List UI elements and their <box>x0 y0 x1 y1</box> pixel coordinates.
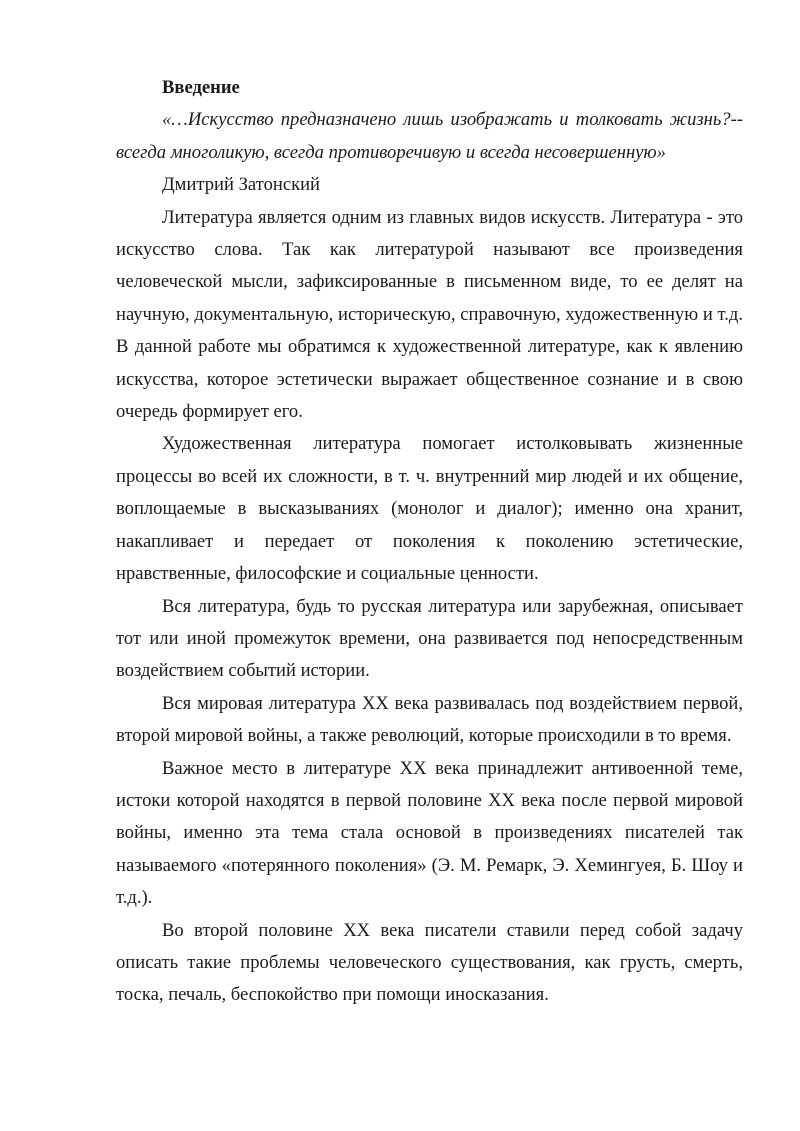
paragraph: Вся мировая литература XX века развивалась под воздействием первой, второй мировой войны, а также революций, которые происходили в то время. <box>116 692 743 747</box>
epigraph-quote: «…Искусство предназначено лишь изображать и толковать жизнь?-- всегда многоликую, всегда противоречивую и всегда несовершенную» <box>116 109 743 163</box>
section-heading: Введение <box>162 77 240 98</box>
epigraph-author: Дмитрий Затонский <box>162 174 321 196</box>
paragraph: Литература является одним из главных видов искусств. Литература - это искусство слова. Так как литературой называют все произведения человеческой мысли, зафиксированные в письменном виде, то ее делят на научную, документальную, историческую, справочную, художественную и т.д. В данной работе мы обратимся к художественной литературе, как к явлению искусства, которое эстетически выражает общественное сознание и в свою очередь формирует его. <box>116 206 743 423</box>
paragraph: Во второй половине XX века писатели ставили перед собой задачу описать такие проблемы человеческого существования, как грусть, смерть, тоска, печаль, беспокойство при помощи иносказания. <box>116 919 743 1006</box>
paragraph: Важное место в литературе XX века принадлежит антивоенной теме, истоки которой находятся в первой половине XX века после первой мировой войны, именно эта тема стала основой в произведениях писателей так называемого «потерянного поколения» (Э. М. Ремарк, Э. Хемингуея, Б. Шоу и т.д.). <box>116 757 743 909</box>
document-page <box>116 72 743 1012</box>
paragraph: Вся литература, будь то русская литература или зарубежная, описывает тот или иной промежуток времени, она развивается под непосредственным воздействием событий истории. <box>116 595 743 682</box>
paragraph: Художественная литература помогает истолковывать жизненные процессы во всей их сложности, в т. ч. внутренний мир людей и их общение, воплощаемые в высказываниях (монолог и диалог); именно она хранит, накапливает и передает от поколения к поколению эстетические, нравственные, философские и социальные ценности. <box>116 433 743 585</box>
